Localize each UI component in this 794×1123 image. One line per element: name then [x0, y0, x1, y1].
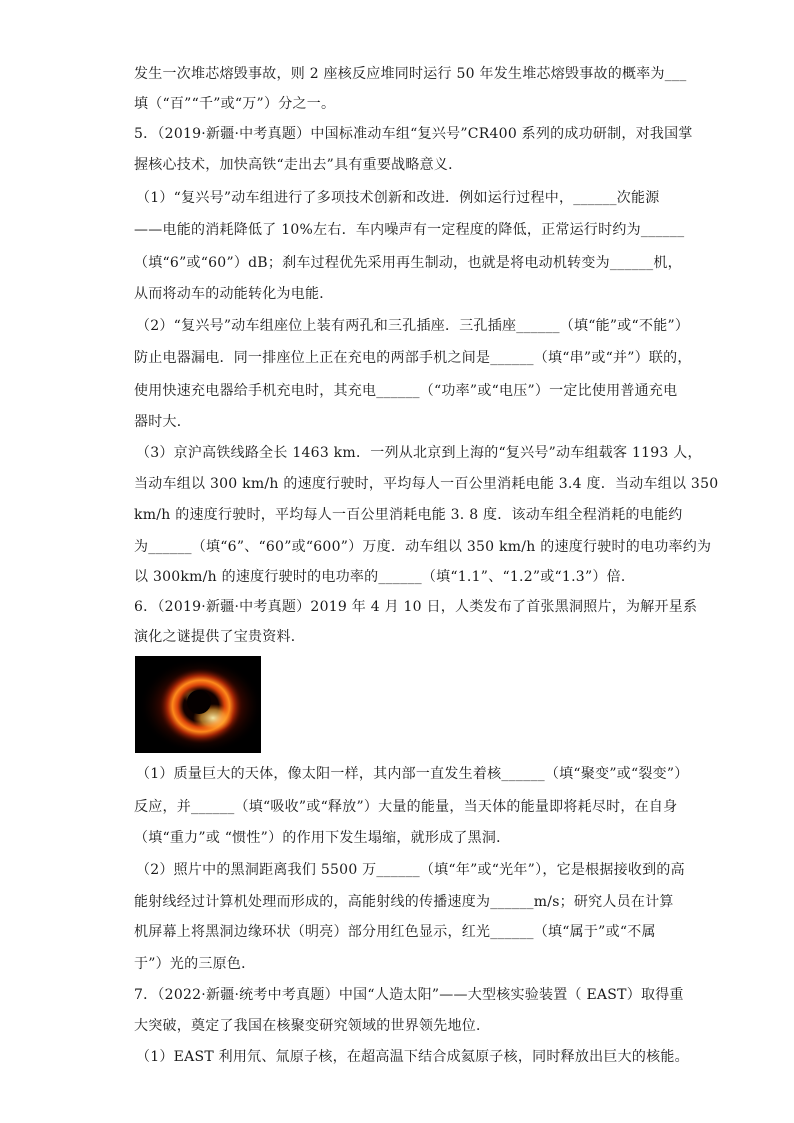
- text-line: 机屏幕上将黑洞边缘环状（明亮）部分用红色显示，红光______（填“属于”或“不属: [134, 924, 656, 940]
- text-line: 反应，并______（填“吸收”或“释放”）大量的能量，当天体的能量即将耗尽时，在自身: [134, 799, 678, 815]
- text-line: km/h 的速度行驶时，平均每人一百公里消耗电能 3. 8 度．该动车组全程消耗的电能约: [134, 507, 683, 523]
- question-5-part-2: （2）“复兴号”动车组座位上装有两孔和三孔插座．三孔插座______（填“能”或“不能”）: [136, 318, 690, 334]
- text-line: 填（“百”“千”或“万”）分之一。: [134, 96, 336, 112]
- question-6-stem: 6．（2019·新疆·中考真题）2019 年 4 月 10 日，人类发布了首张黑洞照片，为解开星系: [134, 599, 698, 615]
- text-line: （填“重力”或 “惯性”）的作用下发生塌缩，就形成了黑洞．: [134, 830, 511, 846]
- black-hole-image: [135, 656, 261, 753]
- text-line: 以 300km/h 的速度行驶时的电功率的______（填“1.1”、“1.2”或“1.3”）倍．: [134, 569, 636, 585]
- question-6-part-2: （2）照片中的黑洞距离我们 5500 万______（填“年”或“光年”），它是根据接收到的高: [136, 862, 685, 878]
- text-line: 器时大．: [134, 414, 191, 430]
- text-line: 演化之谜提供了宝贵资料．: [134, 629, 305, 645]
- question-5-part-3: （3）京沪高铁线路全长 1463 km．一列从北京到上海的“复兴号”动车组载客 1193 人，: [136, 445, 702, 461]
- text-line: 为______（填“6”、“60”或“600”）万度．动车组以 350 km/h 的速度行驶时的电功率约为: [134, 539, 712, 555]
- question-6-part-1: （1）质量巨大的天体，像太阳一样，其内部一直发生着核______（填“聚变”或“裂变”）: [136, 766, 689, 782]
- text-line: 当动车组以 300 km/h 的速度行驶时，平均每人一百公里消耗电能 3.4 度．当动车组以 350: [134, 476, 719, 492]
- text-line: 于”）光的三原色．: [134, 956, 256, 972]
- question-7-stem: 7．（2022·新疆·统考中考真题）中国“人造太阳”——大型核实验装置（ EAST）取得重: [134, 987, 684, 1003]
- text-line: ——电能的消耗降低了 10%左右．车内噪声有一定程度的降低，正常运行时约为______: [134, 222, 685, 238]
- text-line: 从而将动车的动能转化为电能．: [134, 286, 334, 302]
- question-5-stem: 5．（2019·新疆·中考真题）中国标准动车组“复兴号”CR400 系列的成功研制，对我国掌: [134, 126, 693, 142]
- text-line: 握核心技术，加快高铁“走出去”具有重要战略意义．: [134, 157, 463, 173]
- question-5-part-1: （1）“复兴号”动车组进行了多项技术创新和改进．例如运行过程中，______次能源: [136, 190, 660, 206]
- text-line: 防止电器漏电．同一排座位上正在充电的两部手机之间是______（填“串”或“并”）联的，: [134, 350, 692, 366]
- text-line: （填“6”或“60”）dB；刹车过程优先采用再生制动，也就是将电动机转变为______机，: [134, 255, 682, 271]
- text-line: 能射线经过计算机处理而形成的，高能射线的传播速度为______m/s；研究人员在计算: [134, 894, 674, 910]
- text-line: 发生一次堆芯熔毁事故，则 2 座核反应堆同时运行 50 年发生堆芯熔毁事故的概率为___: [134, 66, 687, 82]
- question-7-part-1: （1）EAST 利用氘、氚原子核，在超高温下结合成氦原子核，同时释放出巨大的核能。: [136, 1049, 689, 1065]
- text-line: 使用快速充电器给手机充电时，其充电______（“功率”或“电压”）一定比使用普通充电: [134, 383, 678, 399]
- text-line: 大突破，奠定了我国在核聚变研究领域的世界领先地位．: [134, 1018, 491, 1034]
